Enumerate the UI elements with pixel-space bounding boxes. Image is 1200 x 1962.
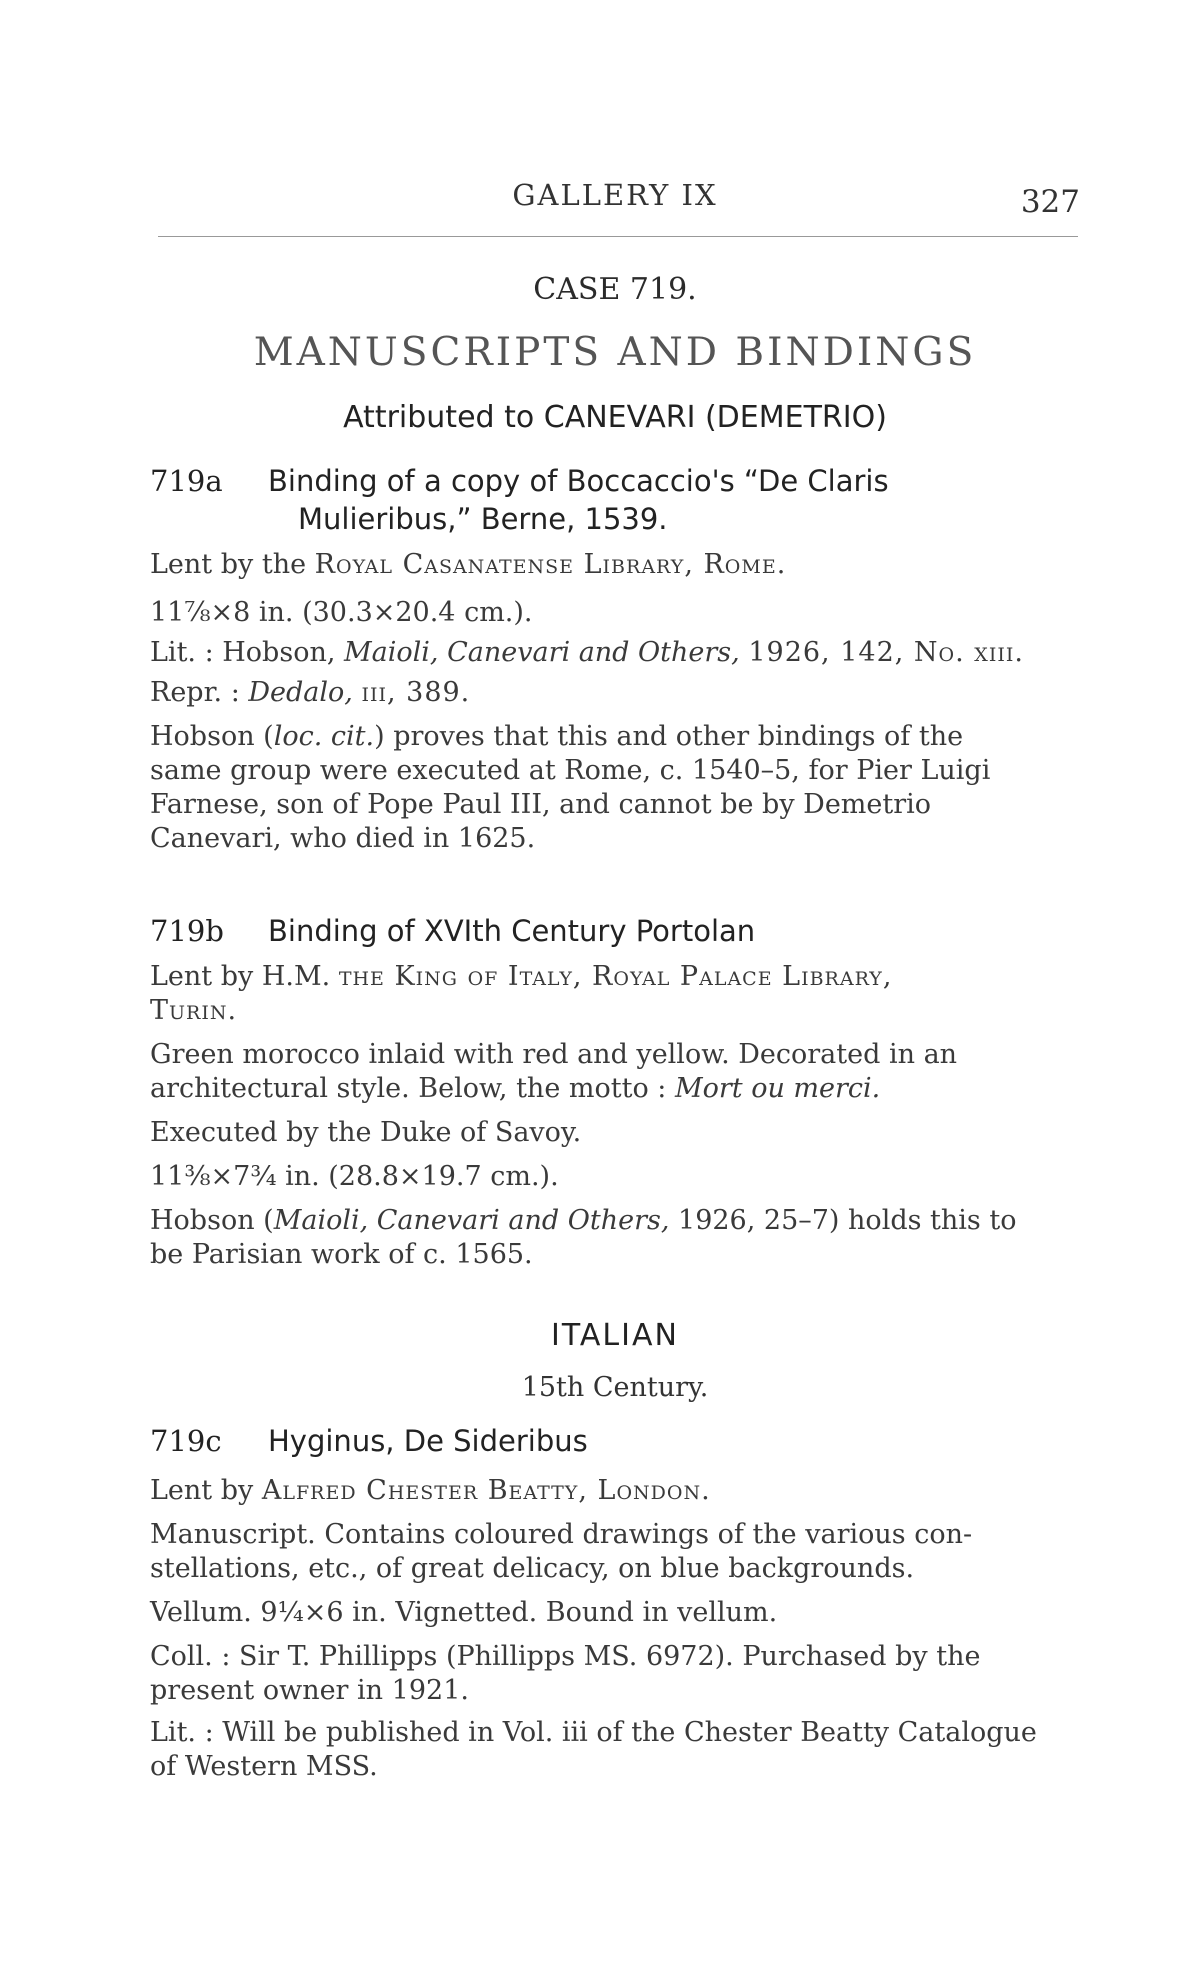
lit-719c [150,1716,1080,1784]
desc-line1: Green morocco inlaid with red and yellow. Decorated in an [150,1039,958,1070]
note-line3: Farnese, son of Pope Paul III, and cannot be by Demetrio [150,789,932,820]
desc-719b [150,1038,1080,1106]
entry-719b-heading [150,912,1080,950]
note-line2: same group were executed at Rome, c. 1540–5, for Pier Luigi [150,755,991,786]
entry-title: Binding of XVIth Century Portolan [268,914,756,948]
lender: Royal Casanatense Library, Rome. [314,549,787,580]
entry-719a-heading [150,462,1080,538]
lit-suffix: 1926, 142, No. xiii. [748,637,1024,668]
lender: Alfred Chester Beatty, London. [261,1475,711,1506]
lent-prefix: Lent by H.M. [150,961,331,992]
coll-line2: present owner in 1921. [150,1675,469,1706]
repr-title: Dedalo, [248,677,353,708]
lent-line [150,548,786,582]
lit-prefix: Lit. : Hobson, [150,637,336,668]
attribution: Attributed to CANEVARI (DEMETRIO) [343,400,887,435]
century-heading: 15th Century. [521,1372,709,1403]
entry-title: Binding of a copy of Boccaccio's “De Claris [268,464,889,498]
desc-line2: stellations, etc., of great delicacy, on blue backgrounds. [150,1553,915,1584]
lit-title: Maioli, Canevari and Others, [344,637,740,668]
lent-prefix: Lent by the [150,549,307,580]
note-719b [150,1204,1080,1272]
case-number: CASE 719. [533,272,697,307]
lit-line [150,636,1024,670]
note-prefix: Hobson ( [150,1205,274,1236]
lent-line [150,1474,711,1508]
page-number: 327 [1020,184,1080,220]
size-line: 11⅜×7¾ in. (28.8×19.7 cm.). [150,1161,559,1192]
lit-line2: of Western MSS. [150,1751,378,1782]
repr-prefix: Repr. : [150,677,240,708]
lent-prefix: Lent by [150,1475,254,1506]
lent-block [150,960,1080,1028]
running-head-title: GALLERY IX [512,178,718,212]
size-line: 11⅞×8 in. (30.3×20.4 cm.). [150,597,533,628]
entry-number: 719a [150,464,223,498]
lender-cont: Turin. [150,995,238,1026]
repr-line [150,676,470,710]
running-head [150,178,1080,224]
repr-suffix: iii, 389. [361,677,471,708]
section-heading: ITALIAN [551,1318,679,1353]
entry-number: 719c [150,1424,222,1458]
motto: Mort ou merci. [674,1073,881,1104]
vellum-line: Vellum. 9¼×6 in. Vignetted. Bound in vellum. [150,1597,778,1628]
note-line1: ) proves that this and other bindings of the [374,721,964,752]
entry-number: 719b [150,914,224,948]
note-line2: be Parisian work of c. 1565. [150,1239,533,1270]
note-prefix: Hobson ( [150,721,274,752]
note-loc: loc. cit. [273,721,375,752]
note-719a [150,720,1080,856]
note-line1: 1926, 25–7) holds this to [678,1205,1017,1236]
executed-line: Executed by the Duke of Savoy. [150,1117,582,1148]
entry-title-cont: Mulieribus,” Berne, 1539. [298,502,668,536]
coll-719c [150,1640,1080,1708]
lender: the King of Italy, Royal Palace Library, [338,961,893,992]
desc-line2: architectural style. Below, the motto : [150,1073,667,1104]
entry-719c-heading [150,1422,1080,1460]
lit-line1: Lit. : Will be published in Vol. iii of the Chester Beatty Catalogue [150,1717,1037,1748]
note-line4: Canevari, who died in 1625. [150,823,536,854]
header-rule [158,236,1078,237]
entry-title: Hyginus, De Sideribus [268,1424,588,1458]
note-title: Maioli, Canevari and Others, [273,1205,670,1236]
desc-line1: Manuscript. Contains coloured drawings of the various con- [150,1519,973,1550]
case-title: MANUSCRIPTS AND BINDINGS [253,330,977,375]
desc-719c [150,1518,1080,1586]
coll-line1: Coll. : Sir T. Phillipps (Phillipps MS. 6972). Purchased by the [150,1641,981,1672]
